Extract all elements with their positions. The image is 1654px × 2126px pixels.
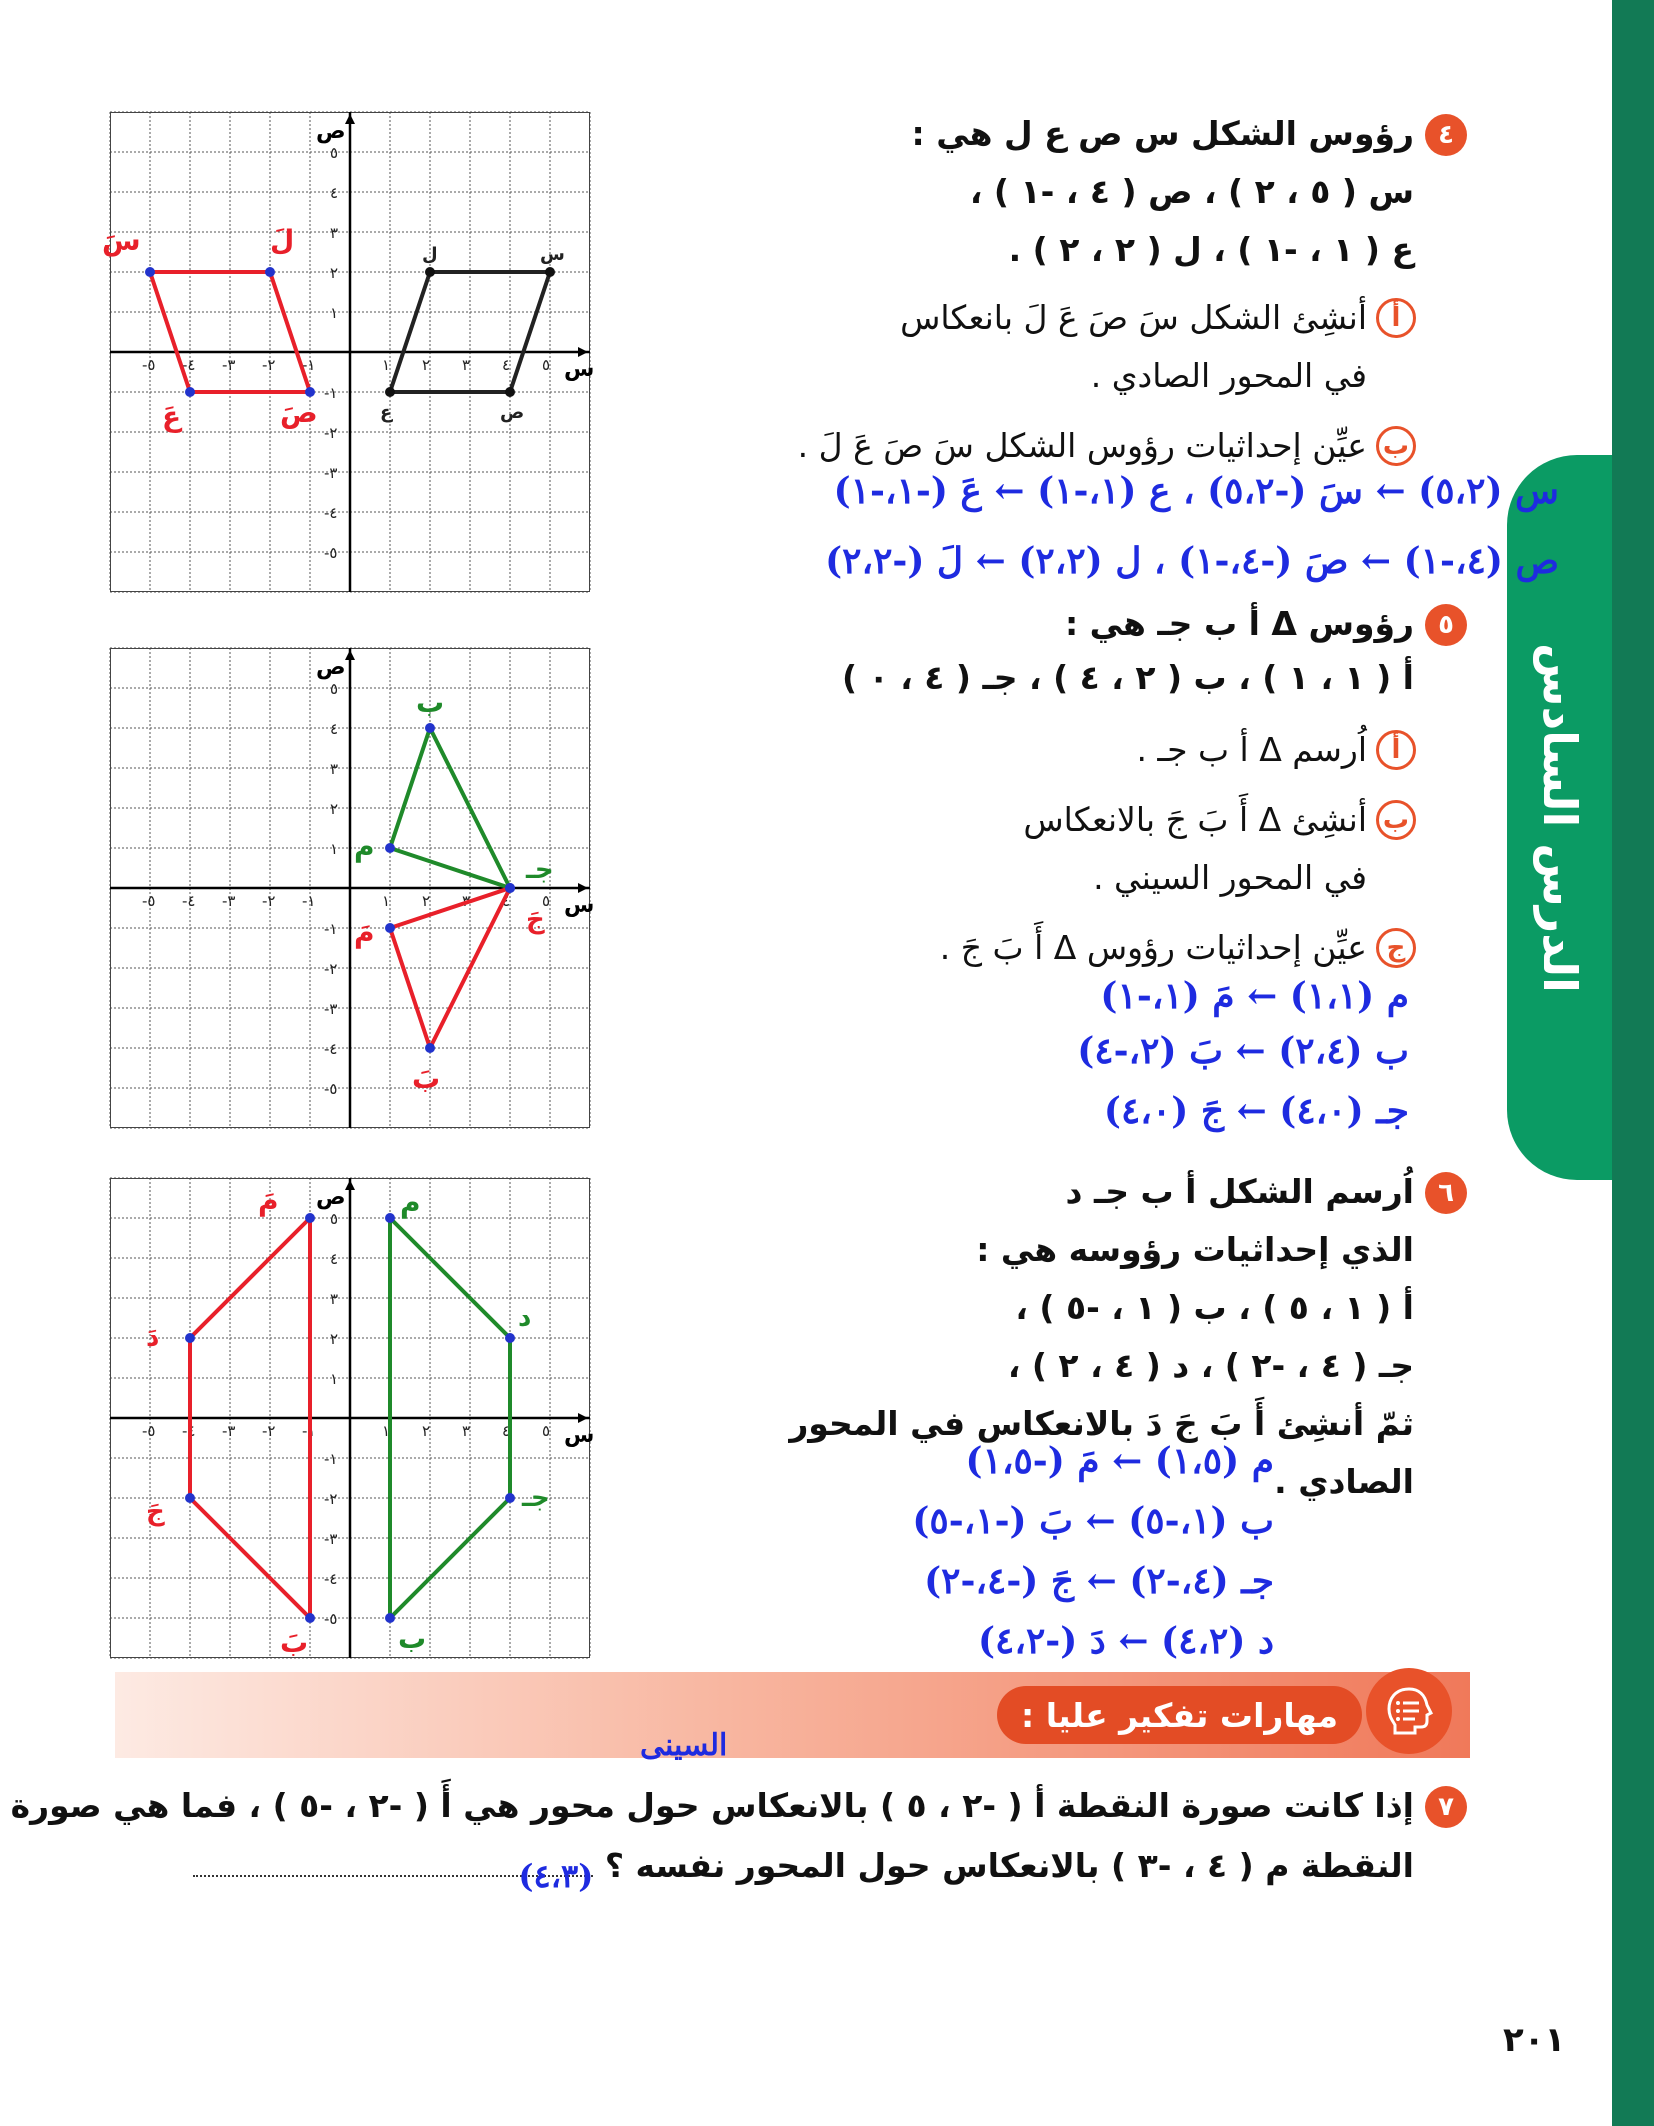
y-tick-label: ٥ — [330, 144, 339, 162]
vertex-label-a: ع — [380, 402, 393, 423]
q5-part-a-line1: اُرسم Δ أ ب جـ . — [1136, 730, 1367, 769]
y-tick-label: ١ — [330, 840, 339, 858]
q4-handwritten-answer-2: ص (٤،-١) ← صَ (-٤،-١) ، ل (٢،٢) ← لَ (-٢،٢) — [825, 540, 1559, 582]
q7-handwritten-axis: السينى — [640, 1728, 728, 1763]
y-tick-label: ١ — [330, 304, 339, 322]
q6-line2: الذي إحداثيات رؤوسه هي : — [976, 1230, 1414, 1269]
question-number-5: ٥ — [1425, 604, 1467, 646]
vertex-point — [145, 267, 155, 277]
x-tick-label: -٢ — [262, 356, 276, 374]
vertex-point — [425, 267, 435, 277]
vertex-point — [425, 1043, 435, 1053]
q6-line6: الصادي . — [1274, 1462, 1414, 1501]
question-number-7: ٧ — [1425, 1786, 1467, 1828]
x-tick-label: ٣ — [462, 892, 471, 910]
x-tick-label: ٤ — [502, 356, 511, 374]
y-tick-label: -٥ — [324, 544, 338, 562]
x-tick-label: ٤ — [502, 1422, 511, 1440]
y-tick-label: -٥ — [324, 1610, 338, 1628]
x-tick-label: ١ — [382, 892, 391, 910]
vertex-point — [385, 923, 395, 933]
x-tick-label: -٥ — [142, 892, 156, 910]
vertex-point — [185, 1493, 195, 1503]
image-label-c: جَ — [526, 905, 545, 935]
vertex-label-d: د — [518, 1303, 532, 1333]
q6-line4: جـ ( ٤ ، -٢ ) ، د ( ٤ ، ٢ ) ، — [1007, 1346, 1414, 1385]
vertex-point — [545, 267, 555, 277]
q4-part-a-badge: أ — [1376, 298, 1416, 338]
y-tick-label: -٣ — [324, 1530, 338, 1548]
y-tick-label: ٤ — [330, 720, 339, 738]
q5-handwritten-answer-2: ب (٢،٤) ← بَ (٢،-٤) — [1077, 1030, 1409, 1072]
y-tick-label: -٢ — [324, 960, 338, 978]
x-axis-label: س — [564, 893, 595, 918]
vertex-label-a: م — [400, 1186, 421, 1219]
vertex-point — [425, 723, 435, 733]
vertex-point — [385, 843, 395, 853]
image-label-a: عَ — [162, 400, 182, 433]
vertex-label-b: ب — [416, 686, 445, 719]
x-tick-label: -٤ — [182, 356, 196, 374]
q6-line1: اُرسم الشكل أ ب جـ د — [1065, 1172, 1414, 1211]
q5-part-a-badge: أ — [1376, 730, 1416, 770]
y-tick-label: ٢ — [330, 800, 339, 818]
vertex-point — [265, 267, 275, 277]
y-tick-label: ٣ — [330, 224, 339, 242]
image-label-b: بَ — [412, 1062, 441, 1095]
x-axis-arrow-icon — [578, 347, 588, 357]
x-axis-arrow-icon — [578, 1413, 588, 1423]
q6-handwritten-answer-4: د (٤،٢) ← دَ (-٤،٢) — [977, 1620, 1274, 1662]
q4-line3: ع ( ١ ، -١ ) ، ل ( ٢ ، ٢ ) . — [1008, 230, 1414, 269]
y-tick-label: -٣ — [324, 464, 338, 482]
q5-handwritten-answer-3: جـ (٤،٠) ← جَ (٤،٠) — [1103, 1090, 1409, 1132]
x-tick-label: -٢ — [262, 892, 276, 910]
x-tick-label: -٣ — [222, 1422, 236, 1440]
image-label-p: صَ — [280, 396, 318, 429]
q7-line2: النقطة م ( ٤ ، -٣ ) بالانعكاس حول المحور نفسه ؟ — [604, 1846, 1414, 1885]
x-tick-label: -٢ — [262, 1422, 276, 1440]
y-tick-label: -٤ — [324, 1570, 338, 1588]
q6-line3: أ ( ١ ، ٥ ) ، ب ( ١ ، -٥ ) ، — [1015, 1288, 1414, 1327]
x-axis-label: س — [564, 357, 595, 382]
q5-part-c-line1: عيِّن إحداثيات رؤوس Δ أَ بَ جَ . — [939, 928, 1367, 967]
vertex-point — [305, 1613, 315, 1623]
y-tick-label: ٥ — [330, 680, 339, 698]
x-tick-label: ٣ — [462, 356, 471, 374]
y-tick-label: -١ — [324, 384, 338, 402]
x-tick-label: ٤ — [502, 892, 511, 910]
x-tick-label: -٥ — [142, 356, 156, 374]
x-tick-label: -١ — [302, 1422, 316, 1440]
q4-handwritten-answer-1: س (٥،٢) ← سَ (-٥،٢) ، ع (١،-١) ← عَ (-١،-١) — [833, 470, 1559, 512]
y-axis-label: ص — [316, 1185, 346, 1210]
q4-line1: رؤوس الشكل س ص ع ل هي : — [911, 114, 1414, 153]
higher-thinking-skills-label: مهارات تفكير عليا : — [997, 1686, 1362, 1744]
higher-thinking-skills-banner — [115, 1672, 1470, 1758]
x-tick-label: -٣ — [222, 892, 236, 910]
y-tick-label: ١ — [330, 1370, 339, 1388]
vertex-label-p: ص — [500, 402, 525, 423]
y-tick-label: -١ — [324, 1450, 338, 1468]
y-tick-label: ٢ — [330, 1330, 339, 1348]
vertex-point — [505, 1333, 515, 1343]
q6-handwritten-answer-2: ب (١،-٥) ← بَ (-١،-٥) — [912, 1500, 1274, 1542]
x-tick-label: -٣ — [222, 356, 236, 374]
x-tick-label: ٢ — [422, 356, 431, 374]
image-label-a: مَ — [354, 916, 375, 949]
y-tick-label: ٢ — [330, 264, 339, 282]
page-number: ٢٠١ — [1503, 2020, 1566, 2060]
y-tick-label: ٣ — [330, 760, 339, 778]
x-axis-label: س — [564, 1423, 595, 1448]
q5-part-b-badge: ب — [1376, 800, 1416, 840]
y-tick-label: -٤ — [324, 504, 338, 522]
y-tick-label: -٤ — [324, 1040, 338, 1058]
y-tick-label: ٤ — [330, 1250, 339, 1268]
q7-line1: إذا كانت صورة النقطة أ ( -٢ ، ٥ ) بالانعكاس حول محور هي أَ ( -٢ ، -٥ ) ، فما هي صورة — [10, 1786, 1414, 1825]
y-axis-label: ص — [316, 119, 346, 144]
x-tick-label: -١ — [302, 356, 316, 374]
q6-handwritten-answer-1: م (١،٥) ← مَ (-١،٥) — [965, 1440, 1274, 1482]
q5-handwritten-answer-1: م (١،١) ← مَ (١،-١) — [1100, 975, 1409, 1017]
x-tick-label: ٣ — [462, 1422, 471, 1440]
q5-part-b-line1: أنشِئ Δ أَ بَ جَ بالانعكاس — [1023, 800, 1367, 839]
q5-line2: أ ( ١ ، ١ ) ، ب ( ٢ ، ٤ ) ، جـ ( ٤ ، ٠ ) — [842, 658, 1414, 697]
x-tick-label: ٢ — [422, 1422, 431, 1440]
q4-part-a-line2: في المحور الصادي . — [1090, 356, 1367, 395]
x-tick-label: -٤ — [182, 1422, 196, 1440]
y-axis-label: ص — [316, 655, 346, 680]
coordinate-grid-q4 — [102, 112, 595, 592]
y-tick-label: ٤ — [330, 184, 339, 202]
question-number-6: ٦ — [1425, 1172, 1467, 1214]
q7-line2-wrap — [193, 1846, 1414, 1895]
vertex-point — [385, 1613, 395, 1623]
y-tick-label: -١ — [324, 920, 338, 938]
x-tick-label: -٥ — [142, 1422, 156, 1440]
vertex-label-l: ل — [422, 244, 438, 265]
x-axis-arrow-icon — [578, 883, 588, 893]
image-label-l: لَ — [270, 224, 295, 257]
x-tick-label: -١ — [302, 892, 316, 910]
vertex-label-b: ب — [398, 1622, 427, 1655]
q5-part-b-line2: في المحور السيني . — [1093, 858, 1367, 897]
x-tick-label: ١ — [382, 356, 391, 374]
image-label-c: جَ — [146, 1497, 165, 1527]
image-label-s: سَ — [102, 224, 141, 257]
y-tick-label: ٣ — [330, 1290, 339, 1308]
x-tick-label: ٥ — [542, 356, 551, 374]
q5-part-c-badge: ج — [1376, 928, 1416, 968]
vertex-label-c: جـ — [526, 855, 554, 885]
vertex-point — [385, 1213, 395, 1223]
coordinate-grid-q5 — [110, 648, 595, 1128]
y-axis-arrow-icon — [345, 1180, 355, 1190]
x-tick-label: -٤ — [182, 892, 196, 910]
vertex-point — [305, 1213, 315, 1223]
q4-part-b-badge: ب — [1376, 426, 1416, 466]
vertex-label-c: جـ — [522, 1483, 550, 1513]
y-tick-label: -٢ — [324, 424, 338, 442]
q7-handwritten-answer: (٤،٣) — [518, 1857, 594, 1895]
y-tick-label: -٥ — [324, 1080, 338, 1098]
y-tick-label: -٢ — [324, 1490, 338, 1508]
question-number-4: ٤ — [1425, 114, 1467, 156]
lesson-side-tab-label: الدرس السادس — [1532, 642, 1587, 993]
q4-part-a-line1: أنشِئ الشكل سَ صَ عَ لَ بانعكاس — [900, 298, 1367, 337]
image-label-b: بَ — [280, 1626, 309, 1659]
vertex-point — [505, 387, 515, 397]
x-tick-label: ١ — [382, 1422, 391, 1440]
q4-line2: س ( ٥ ، ٢ ) ، ص ( ٤ ، -١ ) ، — [969, 172, 1414, 211]
q7-answer-line[interactable] — [193, 1857, 594, 1895]
y-axis-arrow-icon — [345, 650, 355, 660]
x-tick-label: ٥ — [542, 892, 551, 910]
y-tick-label: -٣ — [324, 1000, 338, 1018]
y-tick-label: ٥ — [330, 1210, 339, 1228]
q4-part-b-line1: عيِّن إحداثيات رؤوس الشكل سَ صَ عَ لَ . — [797, 426, 1367, 465]
q5-line1: رؤوس Δ أ ب جـ هي : — [1064, 604, 1414, 643]
vertex-point — [185, 387, 195, 397]
q6-line5: ثمّ أنشِئ أَ بَ جَ دَ بالانعكاس في المحور — [789, 1404, 1414, 1443]
brain-checklist-icon — [1366, 1668, 1452, 1754]
image-label-a: مَ — [258, 1184, 279, 1217]
q6-handwritten-answer-3: جـ (٤،-٢) ← جَ (-٤،-٢) — [924, 1560, 1274, 1602]
image-label-d: دَ — [146, 1323, 160, 1353]
vertex-point — [505, 1493, 515, 1503]
vertex-point — [185, 1333, 195, 1343]
vertex-point — [505, 883, 515, 893]
vertex-label-a: م — [354, 830, 375, 863]
x-tick-label: ٥ — [542, 1422, 551, 1440]
right-edge-strip — [1612, 0, 1654, 2126]
x-tick-label: ٢ — [422, 892, 431, 910]
y-axis-arrow-icon — [345, 114, 355, 124]
coordinate-grid-q6 — [110, 1178, 595, 1659]
vertex-label-s: س — [540, 244, 565, 265]
vertex-point — [385, 387, 395, 397]
